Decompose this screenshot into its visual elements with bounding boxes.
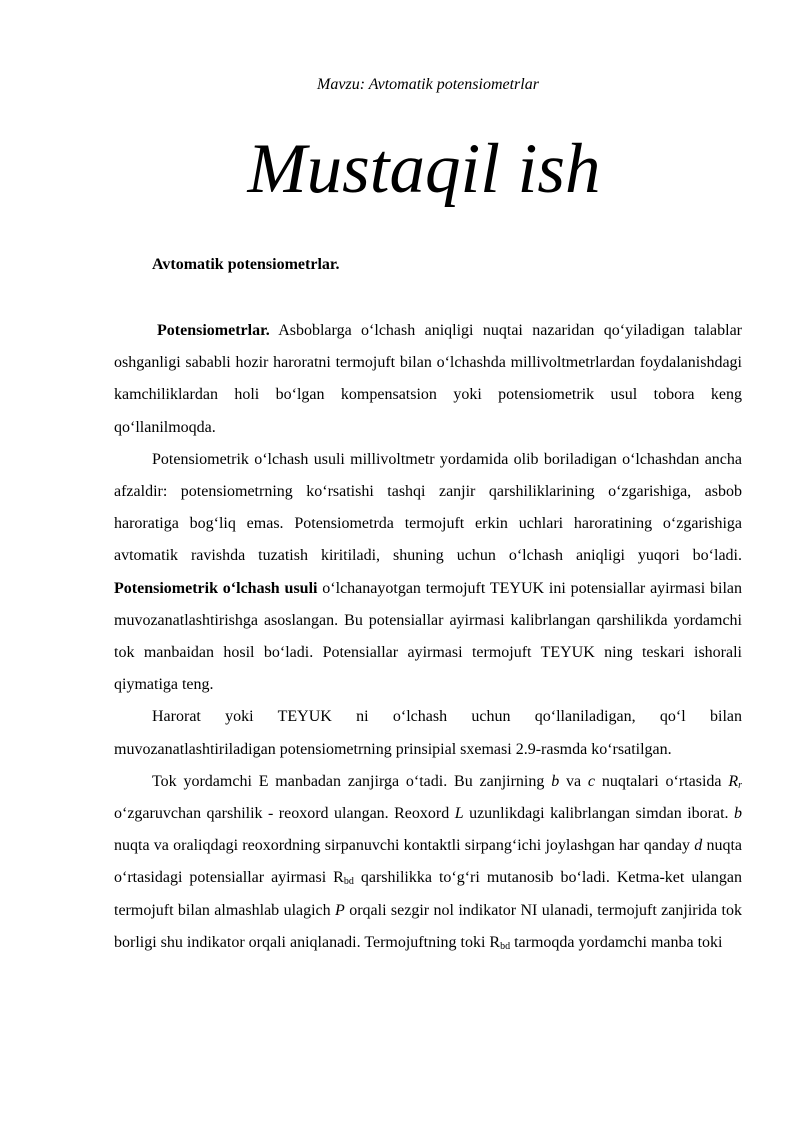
section-heading: Avtomatik potensiometrlar. [152, 256, 340, 273]
paragraph-4-text: tarmoqda yordamchi manba toki [510, 933, 723, 951]
rbd-subscript: bd [500, 940, 511, 952]
paragraph-4-text: va [559, 772, 588, 790]
resistance-subscript: r [738, 779, 742, 791]
paragraph-2-bold: Potensiometrik o‘lchash usuli [114, 579, 318, 597]
paragraph-1 [114, 315, 742, 444]
resistance-symbol: R [728, 772, 739, 790]
subject-line: Mavzu: Avtomatik potensiometrlar [317, 76, 539, 93]
page-title: Mustaqil ish [247, 130, 601, 208]
paragraph-1-text: Asboblarga o‘lchash aniqligi nuqtai nazaridan qo‘yiladigan talablar oshganligi sababli hozir haroratni termojuft bilan o‘lchashda millivoltmetrlardan foydalanishdagi kamchiliklardan holi bo‘lgan kompensatsion yoki potensiometrik usul tobora keng qo‘llanilmoqda. [114, 322, 742, 436]
paragraph-3-text: Harorat yoki TEYUK ni o‘lchash uchun qo‘llaniladigan, qo‘l bilan muvozanatlashtiriladigan potensiometrning prinsipial sxemasi 2.9-rasmda ko‘rsatilgan. [114, 708, 742, 758]
switch-symbol: P [335, 901, 345, 919]
point-d: d [694, 837, 703, 855]
paragraph-4-text: nuqta o‘rtasidagi potensiallar ayirmasi R [114, 837, 743, 887]
paragraph-2-text-1: Potensiometrik o‘lchash usuli millivoltmetr yordamida olib boriladigan o‘lchashdan ancha afzaldir: potensiometrning ko‘rsatishi tashqi zanjir qarshiliklarining o‘zgarishiga, asbob haroratiga bog‘liq emas. Potensiometrda termojuft erkin uchlari haroratining o‘zgarishiga avtomatik ravishda tuzatish kiritiladi, shuning uchun o‘lchash aniqligi yuqori bo‘ladi. [114, 450, 742, 565]
paragraph-4-text: qarshilikka to‘g‘ri mutanosib bo‘ladi. Ketma-ket ulangan termojuft bilan almashlab ulagich [114, 869, 742, 919]
length-symbol: L [454, 805, 464, 823]
paragraph-2-text-2: o‘lchanayotgan termojuft TEYUK ini potensiallar ayirmasi bilan muvozanatlashtirishga asoslangan. Bu potensiallar ayirmasi kalibrlangan qarshilikda yordamchi tok manbaidan hosil bo‘ladi. Potensiallar ayirmasi termojuft TEYUK ning teskari ishorali qiymatiga teng. [114, 579, 743, 694]
paragraph-4-text: uzunlikdagi kalibrlangan simdan iborat. [463, 805, 734, 823]
paragraph-4-text: nuqtalari o‘rtasida [595, 772, 729, 790]
paragraph-4-text: o‘zgaruvchan qarshilik - reoxord ulangan. Reoxord [114, 805, 455, 823]
paragraph-4 [114, 766, 742, 959]
point-b: b [551, 772, 560, 790]
point-c: c [587, 772, 596, 790]
paragraph-1-lead: Potensiometrlar. [157, 322, 270, 339]
paragraph-4-text: nuqta va oraliqdagi reoxordning sirpanuvchi kontaktli sirpang‘ichi joylashgan har qanday [114, 837, 695, 855]
paragraph-4-text: orqali sezgir nol indikator NI ulanadi, termojuft zanjirida tok borligi shu indikator orqali aniqlanadi. Termojuftning toki R [114, 901, 742, 951]
paragraph-4-text: Tok yordamchi E manbadan zanjirga o‘tadi. Bu zanjirning [152, 772, 552, 790]
paragraph-2 [114, 444, 742, 702]
paragraph-3 [114, 701, 742, 765]
rbd-subscript: bd [343, 876, 354, 888]
point-b: b [734, 805, 742, 823]
body-text [114, 315, 742, 959]
